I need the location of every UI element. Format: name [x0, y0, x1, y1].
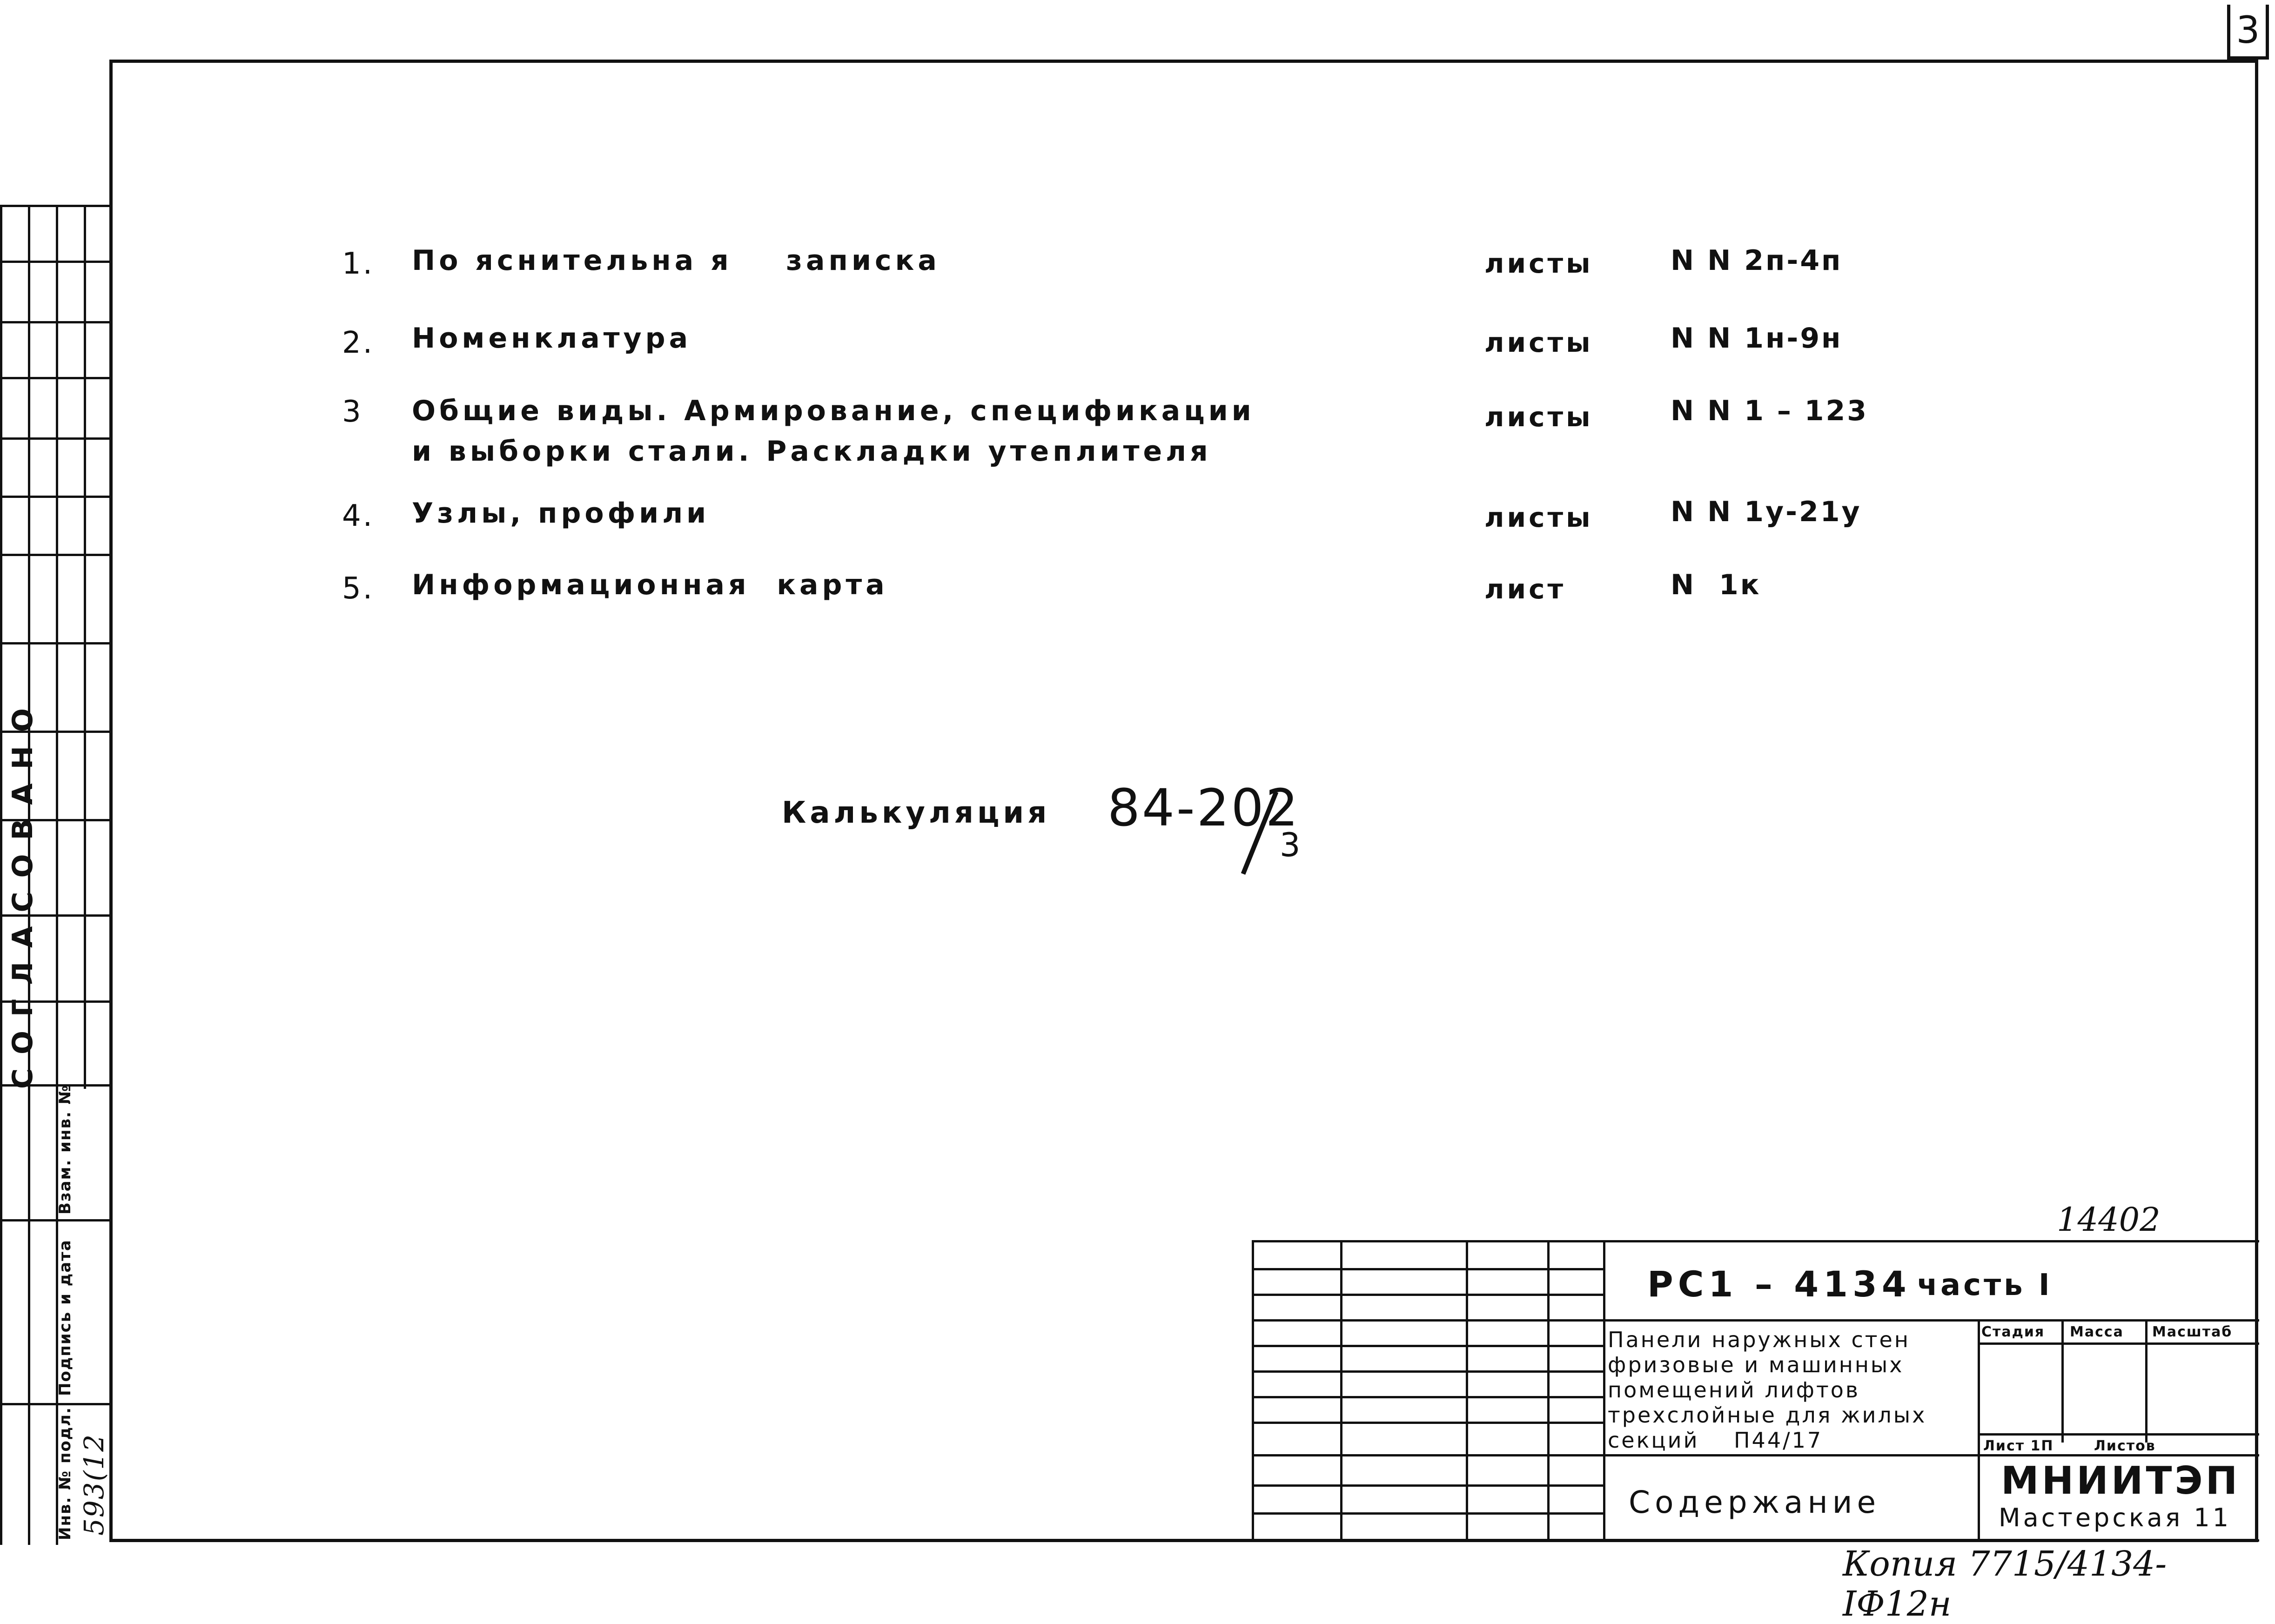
toc-item-label: листы — [1484, 248, 1593, 279]
calculation-number: 84-202 — [1107, 778, 1300, 838]
toc-item-range: N 1к — [1671, 569, 1761, 601]
title-block-line — [1252, 1512, 1603, 1515]
toc-item-number: 1. — [342, 247, 375, 281]
title-block-line — [1252, 1422, 1603, 1424]
title-block-line — [1252, 1396, 1603, 1398]
title-block-line — [2061, 1319, 2064, 1443]
workshop-label: Мастерская 11 — [1999, 1503, 2232, 1532]
description-line: секций П44/17 — [1608, 1428, 1823, 1453]
inv-handwritten-number: 593(12 — [78, 1433, 110, 1536]
description-line: фризовые и машинных — [1608, 1352, 1904, 1377]
side-stamp-line — [0, 1219, 109, 1221]
toc-item-number: 2. — [342, 326, 375, 360]
title-block-line — [1547, 1240, 1550, 1540]
side-stamp-line — [0, 377, 109, 379]
title-block-line — [1252, 1370, 1603, 1373]
title-block-line — [1603, 1240, 1605, 1540]
side-stamp-line — [0, 205, 109, 207]
title-block-line — [1340, 1240, 1342, 1540]
side-stamp-line — [0, 205, 2, 1545]
toc-item-label: листы — [1484, 327, 1593, 358]
toc-item-number: 4. — [342, 499, 375, 533]
title-block-line — [2145, 1319, 2147, 1443]
title-block-line — [1252, 1319, 2259, 1322]
replaces-inv-label: Взам. инв. № — [56, 1084, 74, 1215]
calculation-subscript: 3 — [1280, 826, 1301, 864]
description-line: помещений лифтов — [1608, 1377, 1860, 1403]
title-block-line — [1252, 1294, 1603, 1296]
mass-column-label: Масса — [2070, 1324, 2124, 1340]
title-block-line — [1978, 1433, 2259, 1436]
title-block-line — [1466, 1240, 1468, 1540]
title-block-line — [1252, 1345, 1603, 1347]
title-block-line — [1252, 1240, 2259, 1242]
copy-note: Копия 7715/4134-IФ12н — [1843, 1544, 2167, 1624]
sheets-count-label: Листов — [2094, 1438, 2156, 1454]
scale-column-label: Масштаб — [2152, 1324, 2233, 1340]
sheet-label: Лист 1П — [1983, 1438, 2054, 1454]
inv-no-label: Инв. № подл. — [56, 1406, 74, 1540]
toc-item-range: N N 1у-21у — [1671, 496, 1862, 528]
toc-item-title: По яснительна я записка — [412, 244, 940, 277]
title-block-line — [1978, 1319, 1980, 1540]
toc-item-title: Номенклатура — [412, 322, 692, 355]
toc-item-number: 5. — [342, 571, 375, 606]
title-block-line — [1978, 1342, 2259, 1345]
inventory-number: 14402 — [2057, 1201, 2161, 1239]
approved-label: СОГЛАСОВАНО — [7, 694, 39, 1089]
side-stamp-line — [0, 642, 109, 644]
side-stamp-line — [0, 321, 109, 323]
part-label: часть I — [1917, 1268, 2053, 1302]
organization-name: МНИИТЭП — [2001, 1459, 2241, 1503]
toc-item-title-line2: и выборки стали. Раскладки утеплителя — [412, 435, 1212, 468]
sheet-title: Содержание — [1629, 1484, 1881, 1520]
title-block-line — [1252, 1268, 1603, 1270]
title-block-line — [1252, 1539, 2259, 1542]
toc-item-range: N N 1 – 123 — [1671, 395, 1868, 427]
toc-item-label: лист — [1484, 573, 1566, 605]
toc-item-label: листы — [1484, 401, 1593, 433]
corner-sheet-number: 3 — [2227, 5, 2269, 60]
toc-item-title: Узлы, профили — [412, 497, 710, 530]
side-stamp-line — [0, 437, 109, 440]
title-block-line — [1252, 1240, 1254, 1540]
signature-date-label: Подпись и дата — [56, 1239, 74, 1396]
description-line: Панели наружных стен — [1608, 1327, 1910, 1352]
doc-code: РС1 – 4134 — [1647, 1263, 1911, 1305]
toc-item-range: N N 1н-9н — [1671, 322, 1843, 355]
stage-column-label: Стадия — [1981, 1324, 2045, 1340]
side-stamp-line — [0, 261, 109, 263]
toc-item-title: Информационная карта — [412, 569, 888, 601]
toc-item-label: листы — [1484, 502, 1593, 533]
title-block-line — [1252, 1454, 2259, 1456]
calculation-label: Калькуляция — [782, 796, 1051, 830]
side-stamp-line — [84, 205, 86, 1089]
toc-item-range: N N 2п-4п — [1671, 244, 1843, 277]
title-block-line — [1252, 1484, 1603, 1487]
toc-item-title: Общие виды. Армирование, спецификации — [412, 395, 1255, 427]
description-line: трехслойные для жилых — [1608, 1403, 1927, 1428]
side-stamp-line — [0, 554, 109, 556]
side-stamp-line — [0, 1403, 109, 1405]
toc-item-number: 3 — [342, 395, 363, 429]
side-stamp-line — [0, 496, 109, 498]
